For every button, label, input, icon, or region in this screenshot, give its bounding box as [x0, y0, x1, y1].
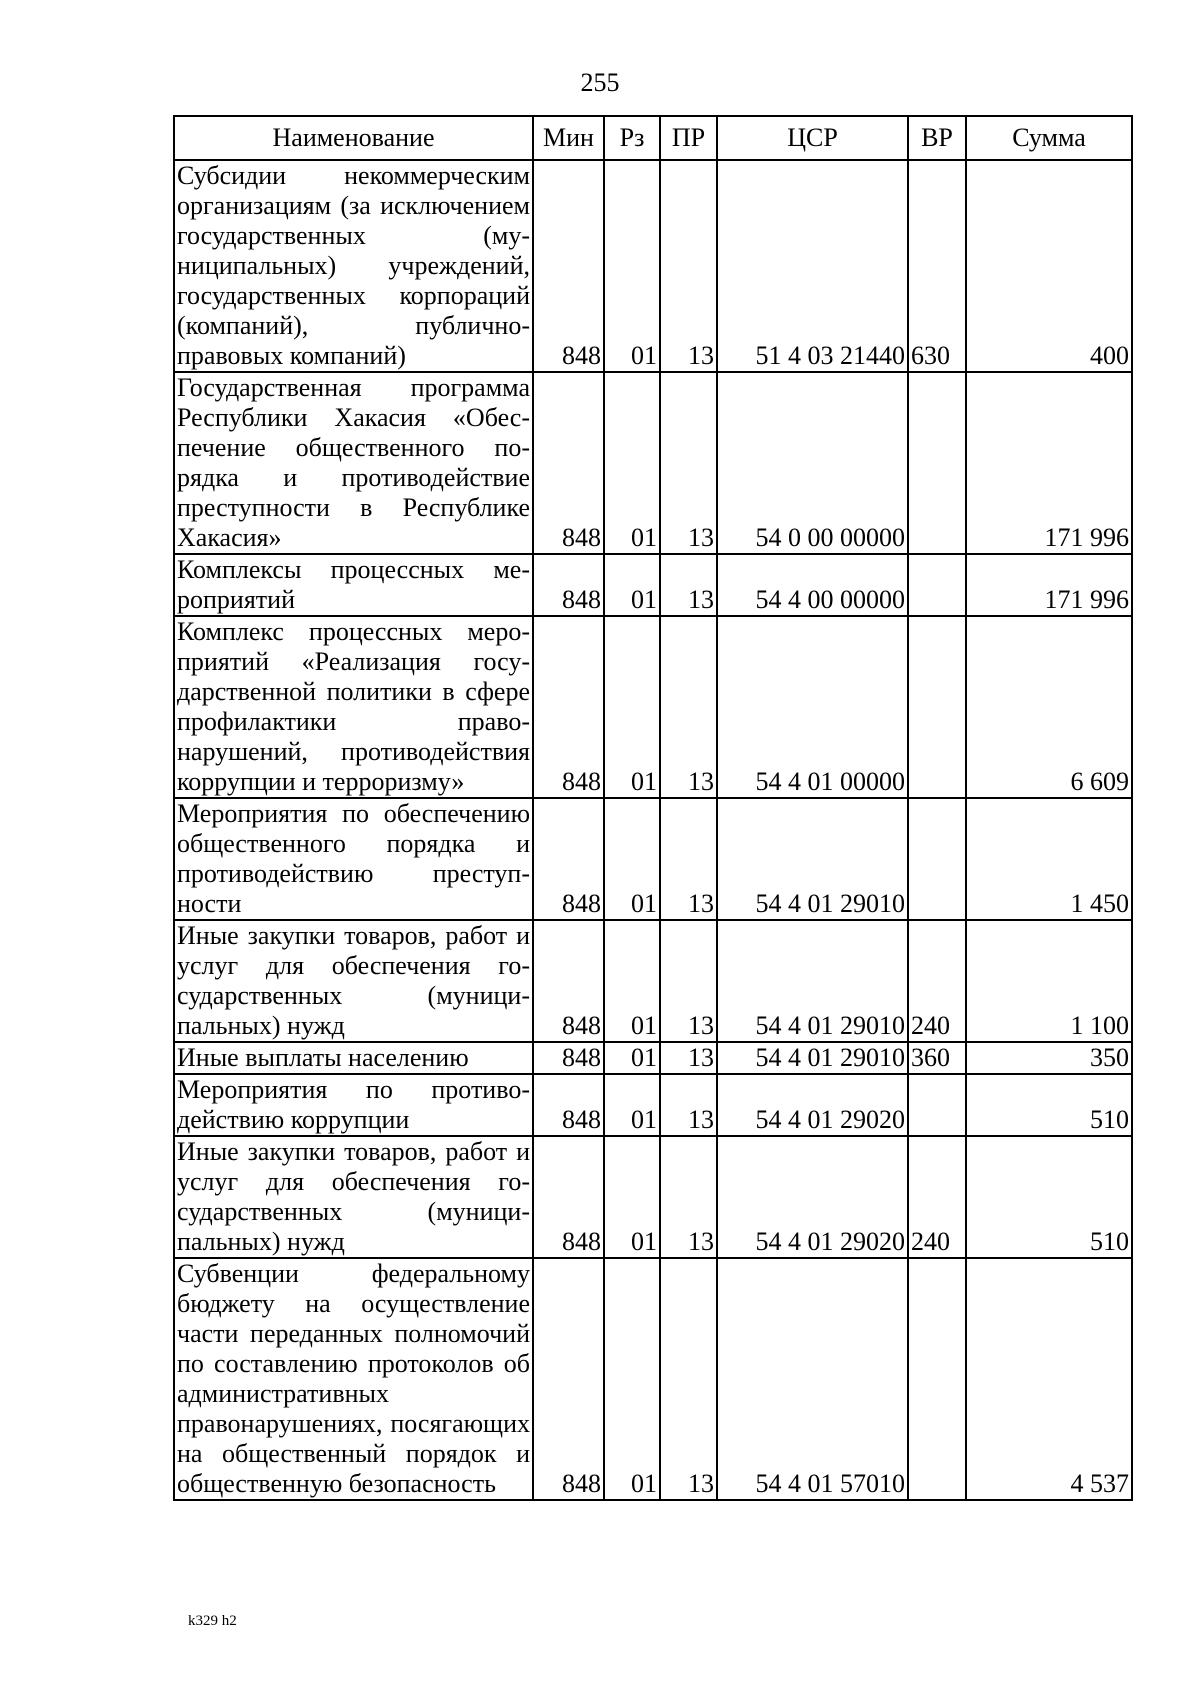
row-min-cell: 848 [533, 1258, 604, 1500]
row-rz-cell: 01 [604, 798, 660, 920]
header-csr: ЦСР [717, 116, 908, 160]
row-csr-cell: 54 0 00 00000 [717, 372, 908, 554]
row-name-cell: Мероприятия по обеспечению общественного порядка и противодействию преступности [174, 798, 533, 920]
row-min-cell: 848 [533, 1042, 604, 1074]
table-row [174, 1074, 1132, 1136]
header-pr: ПР [660, 116, 717, 160]
row-rz-cell: 01 [604, 1042, 660, 1074]
row-pr-cell: 13 [660, 798, 717, 920]
row-rz-cell: 01 [604, 554, 660, 616]
footer-code: k329 h2 [188, 1613, 237, 1629]
row-min-cell: 848 [533, 1136, 604, 1258]
row-vr-cell: 360 [908, 1042, 966, 1074]
row-csr-cell: 54 4 01 29010 [717, 1042, 908, 1074]
row-rz-cell: 01 [604, 920, 660, 1042]
row-vr-cell [908, 372, 966, 554]
row-name-cell: Иные выплаты населению [174, 1042, 533, 1074]
row-name-cell: Иные закупки товаров, работ и услуг для обеспечения государственных (муниципальных) нужд [174, 1136, 533, 1258]
row-min-cell: 848 [533, 160, 604, 372]
row-pr-cell: 13 [660, 554, 717, 616]
row-rz-cell: 01 [604, 372, 660, 554]
table-row [174, 1042, 1132, 1074]
row-rz-cell: 01 [604, 1258, 660, 1500]
row-csr-cell: 54 4 01 00000 [717, 616, 908, 798]
table-row [174, 372, 1132, 554]
row-name-cell: Государственная программа Республики Хакасия «Обеспечение общественного порядка и противодействие преступности в Республике Хакасия» [174, 372, 533, 554]
row-pr-cell: 13 [660, 1074, 717, 1136]
row-min-cell: 848 [533, 372, 604, 554]
row-name-cell: Субвенции федеральному бюджету на осуществление части переданных полномочий по составлению протоколов об административных правонарушениях, посягающих на общественный порядок и общественную безопасность [174, 1258, 533, 1500]
row-vr-cell [908, 1074, 966, 1136]
row-pr-cell: 13 [660, 1136, 717, 1258]
row-min-cell: 848 [533, 798, 604, 920]
row-sum-cell: 171 996 [966, 554, 1132, 616]
row-sum-cell: 171 996 [966, 372, 1132, 554]
row-csr-cell: 54 4 01 29020 [717, 1074, 908, 1136]
table-row [174, 1258, 1132, 1500]
row-csr-cell: 54 4 01 29010 [717, 920, 908, 1042]
row-name-cell: Комплексы процессных мероприятий [174, 554, 533, 616]
row-sum-cell: 4 537 [966, 1258, 1132, 1500]
header-vr: ВР [908, 116, 966, 160]
header-rz: Рз [604, 116, 660, 160]
row-pr-cell: 13 [660, 616, 717, 798]
row-vr-cell [908, 554, 966, 616]
table-row [174, 554, 1132, 616]
row-vr-cell: 240 [908, 1136, 966, 1258]
row-sum-cell: 6 609 [966, 616, 1132, 798]
row-csr-cell: 54 4 01 29010 [717, 798, 908, 920]
row-min-cell: 848 [533, 554, 604, 616]
row-csr-cell: 54 4 01 29020 [717, 1136, 908, 1258]
table-row [174, 160, 1132, 372]
row-sum-cell: 400 [966, 160, 1132, 372]
table-row [174, 616, 1132, 798]
row-rz-cell: 01 [604, 1136, 660, 1258]
row-min-cell: 848 [533, 616, 604, 798]
row-pr-cell: 13 [660, 372, 717, 554]
row-name-cell: Субсидии некоммерческим организациям (за исключением государственных (муниципальных) учреждений, государственных корпораций (компаний), публично-правовых компаний) [174, 160, 533, 372]
row-vr-cell: 630 [908, 160, 966, 372]
row-sum-cell: 1 100 [966, 920, 1132, 1042]
row-csr-cell: 54 4 01 57010 [717, 1258, 908, 1500]
row-vr-cell [908, 1258, 966, 1500]
row-pr-cell: 13 [660, 920, 717, 1042]
row-pr-cell: 13 [660, 1258, 717, 1500]
row-csr-cell: 51 4 03 21440 [717, 160, 908, 372]
header-sum: Сумма [966, 116, 1132, 160]
row-sum-cell: 1 450 [966, 798, 1132, 920]
page-number: 255 [580, 68, 620, 97]
row-min-cell: 848 [533, 920, 604, 1042]
row-sum-cell: 350 [966, 1042, 1132, 1074]
row-csr-cell: 54 4 00 00000 [717, 554, 908, 616]
row-min-cell: 848 [533, 1074, 604, 1136]
row-sum-cell: 510 [966, 1136, 1132, 1258]
row-rz-cell: 01 [604, 1074, 660, 1136]
row-rz-cell: 01 [604, 160, 660, 372]
table-row [174, 798, 1132, 920]
row-name-cell: Иные закупки товаров, работ и услуг для обеспечения государственных (муниципальных) нужд [174, 920, 533, 1042]
row-sum-cell: 510 [966, 1074, 1132, 1136]
table-header-row [174, 116, 1132, 160]
header-min: Мин [533, 116, 604, 160]
row-name-cell: Комплекс процессных мероприятий «Реализация государственной политики в сфере профилактики правонарушений, противодействия коррупции и терроризму» [174, 616, 533, 798]
header-name: Наименование [174, 116, 533, 160]
row-pr-cell: 13 [660, 160, 717, 372]
row-vr-cell [908, 616, 966, 798]
row-vr-cell [908, 798, 966, 920]
budget-table [173, 115, 1133, 1501]
table-row [174, 920, 1132, 1042]
row-vr-cell: 240 [908, 920, 966, 1042]
row-name-cell: Мероприятия по противодействию коррупции [174, 1074, 533, 1136]
row-pr-cell: 13 [660, 1042, 717, 1074]
table-row [174, 1136, 1132, 1258]
row-rz-cell: 01 [604, 616, 660, 798]
